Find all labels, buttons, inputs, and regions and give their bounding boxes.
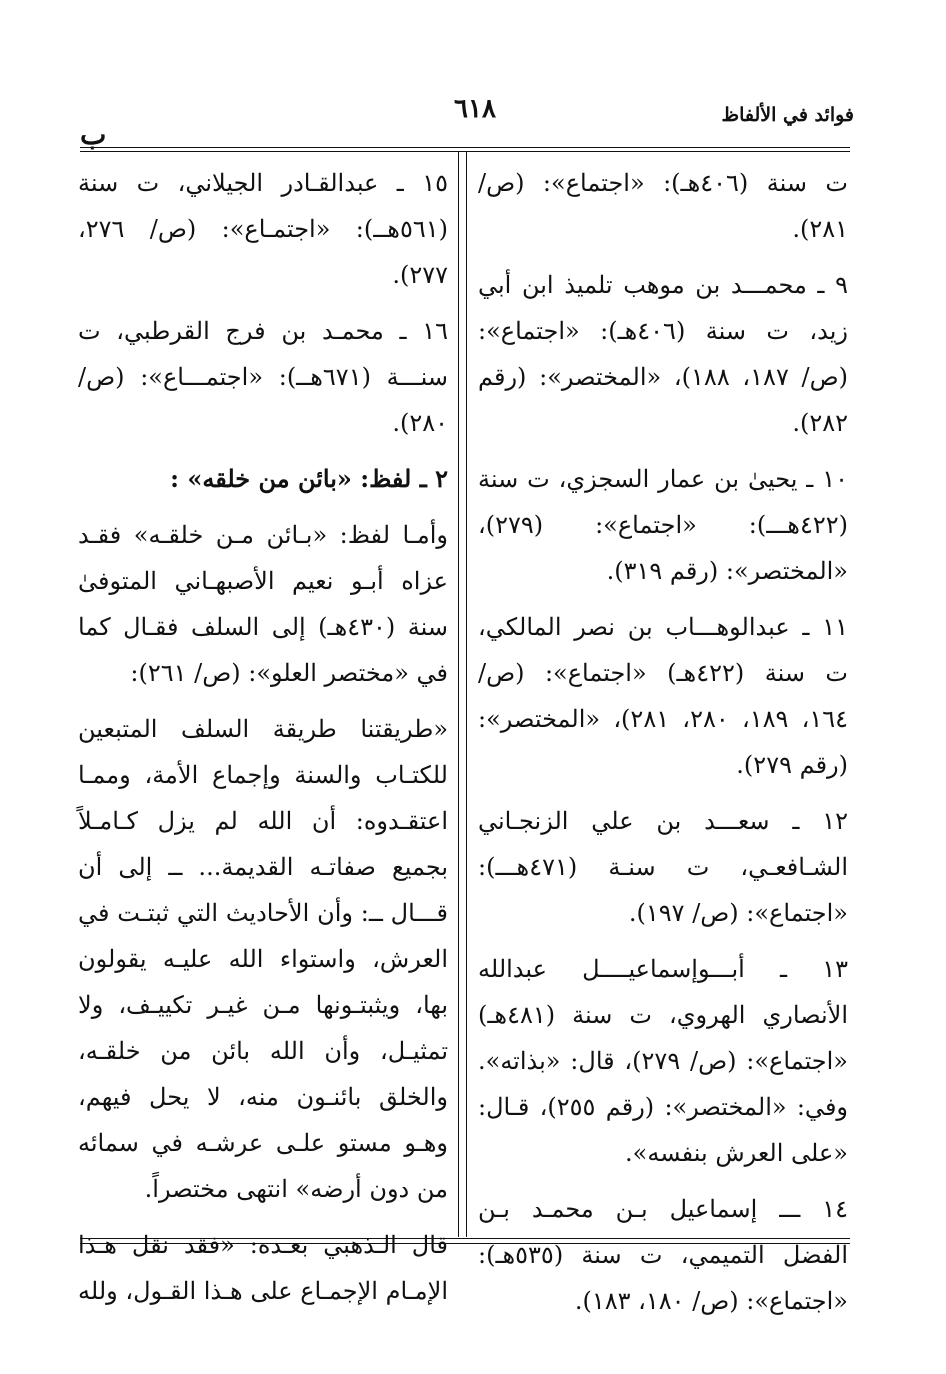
column-divider-right-line	[466, 152, 467, 1237]
entry-8-continuation: ت سنة (٤٠٦هـ): «اجتماع»: (ص/ ٢٨١).	[478, 169, 848, 243]
column-divider-left-line	[458, 152, 459, 1237]
page-number: ٦١٨	[454, 94, 496, 124]
footer-rule	[80, 1238, 850, 1244]
running-header-title: فوائد في الألفاظ	[721, 104, 854, 126]
entry-10: ١٠ ـ يحيىٰ بن عمار السجزي، ت سنة (٤٢٢هـــ): «اجتماع»: (٢٧٩)، «المختصر»: (رقم ٣١٩).	[478, 465, 848, 585]
entry-11: ١١ ـ عبدالوهـــاب بن نصر المالكي، ت سنة (٤٢٢هـ) «اجتماع»: (ص/ ١٦٤، ١٨٩، ٢٨٠، ٢٨١)، «المختصر»: (رقم ٢٧٩).	[478, 613, 849, 779]
header-rule	[80, 147, 850, 152]
section-heading: ٢ ـ لفظ: «بائن من خلقه» :	[170, 464, 448, 493]
entry-15: ١٥ ـ عبدالقـادر الجيلاني، ت سنة (٥٦١هــ): «اجتمـاع»: (ص/ ٢٧٦، ٢٧٧).	[78, 169, 448, 289]
paragraph-dhahabi: قال الـذهبي بعـده: «فقد نقل هـذا الإمـام الإجمـاع على هـذا القـول، ولله	[78, 1231, 448, 1305]
left-column	[78, 160, 448, 1324]
right-column	[478, 160, 848, 1334]
signature-mark: ب	[80, 118, 107, 151]
entry-13: ١٣ ـ أبـــوإسماعيــــل عبدالله الأنصاري الهروي، ت سنة (٤٨١هـ) «اجتماع»: (ص/ ٢٧٩)، قال: «بذاته». وفي: «المختصر»: (رقم ٢٥٥)، قـال: «على العرش بنفسه».	[478, 955, 848, 1167]
entry-9: ٩ ـ محمـــد بن موهب تلميذ ابن أبي زيد، ت سنة (٤٠٦هـ): «اجتماع»: (ص/ ١٨٧، ١٨٨)، «المختصر»: (رقم ٢٨٢).	[478, 271, 848, 437]
entry-16: ١٦ ـ محمـد بن فرج القرطبي، ت سنـــة (٦٧١هــ): «اجتمـــاع»: (ص/ ٢٨٠).	[78, 317, 448, 437]
entry-12: ١٢ ـ سعـــد بن علي الزنجـاني الشـافعـي، ت سنـة (٤٧١هـــ): «اجتماع»: (ص/ ١٩٧).	[478, 807, 848, 927]
entry-14: ١٤ ـــ إسماعيل بـن محمـد بـن الفضل التميمي، ت سنة (٥٣٥هـ): «اجتماع»: (ص/ ١٨٠، ١٨٣).	[478, 1195, 848, 1315]
paragraph-abu-nuaym: وأمـا لفظ: «بـائن مـن خلقـه» فقـد عزاه أبـو نعيم الأصبهـاني المتوفىٰ سنة (٤٣٠هـ) إلى السلف فقـال كما في «مختصر العلو»: (ص/ ٢٦١):	[78, 521, 448, 687]
quotation-block: «طريقتنا طريقة السلف المتبعين للكتـاب والسنة وإجماع الأمة، وممـا اعتقـدوه: أن الله لم يزل كـامـلاً بجميع صفاتـه القديمة... ــ إلى أن قـــال ــ: وأن الأحاديث التي ثبتـت في العرش، واستواء الله عليـه يقولون بها، ويثبتـونها مـن غيـر تكييـف، ولا تمثيـل، وأن الله بائن من خلقـه، والخلق بائنـون منه، لا يحل فيهم، وهـو مستو علـى عرشـه في سمائه من دون أرضه» انتهى مختصراً.	[78, 715, 448, 1203]
